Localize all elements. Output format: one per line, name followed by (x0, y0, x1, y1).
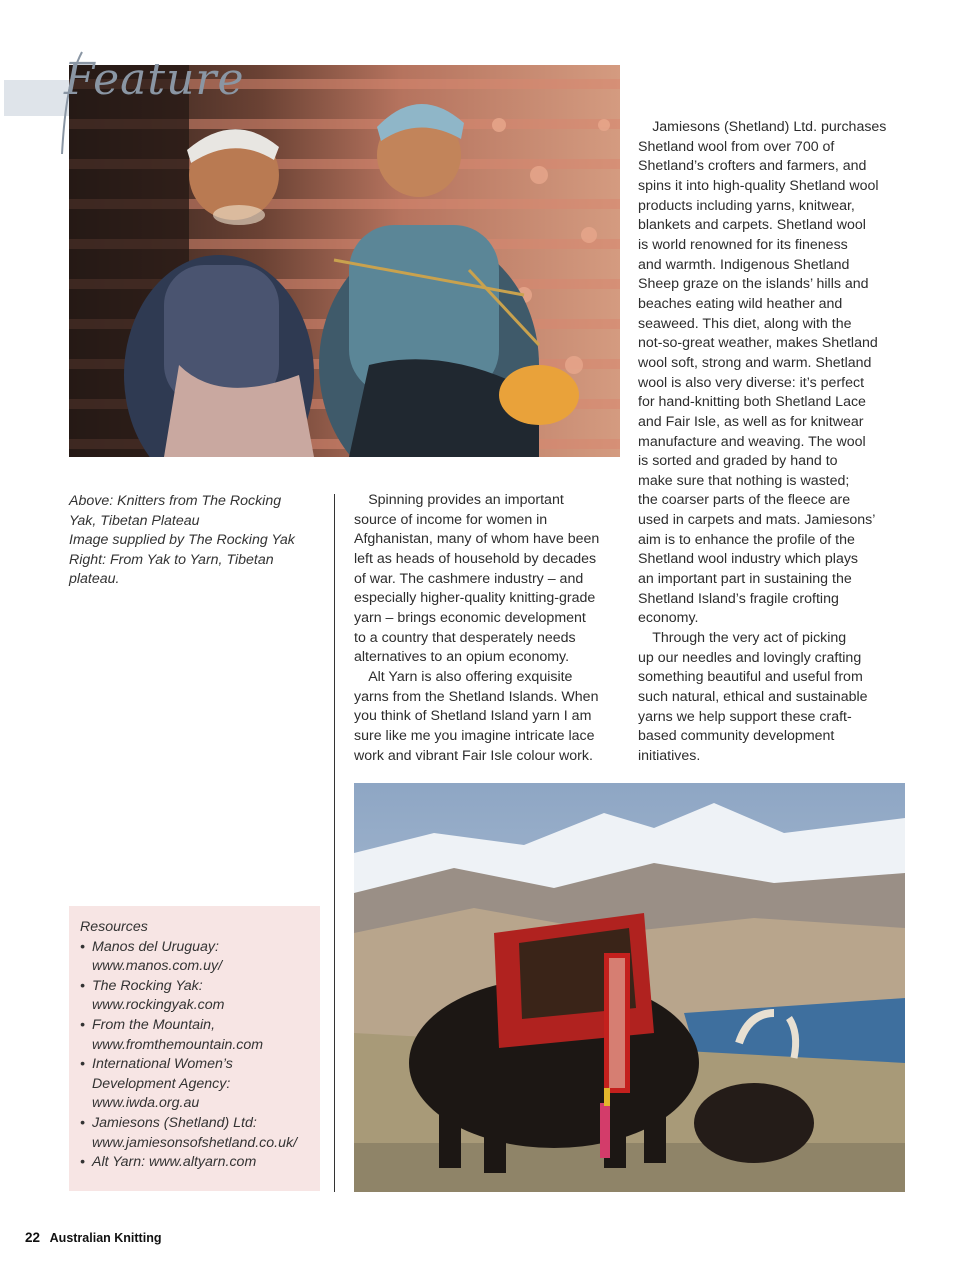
text-line: Shetland wool industry which plays (638, 551, 859, 568)
text-line: seaweed. This diet, along with the (638, 315, 852, 332)
resource-item: • Jamiesons (Shetland) Ltd: (80, 1114, 257, 1131)
resource-name: Manos del Uruguay: (92, 938, 219, 955)
text-line: work and vibrant Fair Isle colour work. (354, 747, 593, 764)
resource-link[interactable]: www.iwda.org.au (92, 1095, 200, 1112)
text-line: Sheep graze on the islands’ hills and (638, 276, 869, 293)
resource-name: The Rocking Yak: (92, 977, 203, 994)
text-line: is sorted and graded by hand to (638, 453, 838, 470)
text-line: to a country that desperately needs (354, 629, 576, 646)
text-line: yarns we help support these craft- (638, 708, 852, 725)
text-line: such natural, ethical and sustainable (638, 689, 868, 706)
text-line: Alt Yarn is also offering exquisite (354, 668, 573, 685)
resource-item: • Manos del Uruguay: (80, 938, 219, 955)
text-line: is world renowned for its fineness (638, 236, 848, 253)
resource-item: • International Women’s (80, 1056, 233, 1073)
text-line: and Fair Isle, as well as for knitwear (638, 413, 864, 430)
text-line: yarn – brings economic development (354, 609, 586, 626)
text-line: Shetland’s crofters and farmers, and (638, 158, 867, 175)
text-line: especially higher-quality knitting-grade (354, 590, 596, 607)
resource-link[interactable]: www.fromthemountain.com (92, 1036, 264, 1053)
resource-link[interactable]: www.jamiesonsofshetland.co.uk/ (92, 1134, 298, 1151)
resource-link[interactable]: www.manos.com.uy/ (92, 958, 223, 975)
text-line: products including yarns, knitwear, (638, 197, 855, 214)
yak-photo (354, 783, 905, 1192)
text-line: blankets and carpets. Shetland wool (638, 217, 866, 234)
text-line: based community development (638, 728, 835, 745)
text-line: source of income for women in (354, 511, 548, 528)
text-line: wool is also very diverse: it’s perfect (638, 374, 865, 391)
resource-item: • From the Mountain, (80, 1016, 216, 1033)
text-line: beaches eating wild heather and (638, 295, 843, 312)
text-line: something beautiful and useful from (638, 669, 863, 686)
text-line: Through the very act of picking (638, 630, 847, 647)
resource-name: Alt Yarn: www.altyarn.com (92, 1154, 257, 1171)
text-line: wool soft, strong and warm. Shetland (638, 354, 872, 371)
resource-link[interactable]: www.rockingyak.com (92, 997, 225, 1014)
page-number: 22 (25, 1230, 41, 1245)
caption-line: Right: From Yak to Yarn, Tibetan (69, 551, 274, 568)
text-line: the coarser parts of the fleece are (638, 492, 851, 509)
text-line: alternatives to an opium economy. (354, 649, 570, 666)
text-line: economy. (638, 610, 699, 627)
text-line: up our needles and lovingly crafting (638, 649, 862, 666)
photo-caption (69, 492, 319, 590)
article-column-right (638, 118, 908, 767)
text-line: make sure that nothing is wasted; (638, 472, 850, 489)
text-line: Afghanistan, many of whom have been (354, 531, 600, 548)
text-line: an important part in sustaining the (638, 571, 852, 588)
text-line: spins it into high-quality Shetland wool (638, 177, 879, 194)
resources-box (69, 906, 320, 1191)
text-line: and warmth. Indigenous Shetland (638, 256, 850, 273)
text-line: yarns from the Shetland Islands. When (354, 688, 599, 705)
text-line: manufacture and weaving. The wool (638, 433, 866, 450)
knitters-photo (69, 65, 620, 457)
text-line: Jamiesons (Shetland) Ltd. purchases (638, 119, 887, 135)
caption-line: Above: Knitters from The Rocking (69, 493, 282, 509)
text-line: used in carpets and mats. Jamiesons’ (638, 512, 876, 529)
publication-name: Australian Knitting (49, 1231, 162, 1245)
text-line: left as heads of household by decades (354, 550, 597, 567)
resource-name: Jamiesons (Shetland) Ltd: (92, 1114, 257, 1131)
resource-name-cont: Development Agency: (92, 1075, 231, 1092)
text-line: Shetland Island’s fragile crofting (638, 590, 839, 607)
text-line: Spinning provides an important (354, 492, 564, 508)
resource-item: • The Rocking Yak: (80, 977, 203, 994)
page-footer (25, 1230, 161, 1245)
text-line: Shetland wool from over 700 of (638, 138, 835, 155)
section-label: Feature (64, 54, 245, 105)
text-line: you think of Shetland Island yarn I am (354, 708, 592, 725)
article-column-middle (354, 491, 622, 766)
text-line: not-so-great weather, makes Shetland (638, 335, 878, 352)
text-line: aim is to enhance the profile of the (638, 531, 855, 548)
text-line: for hand-knitting both Shetland Lace (638, 394, 866, 411)
resource-name: International Women’s (92, 1056, 233, 1073)
resource-item[interactable]: • Alt Yarn: www.altyarn.com (80, 1154, 257, 1171)
column-divider (334, 494, 335, 1192)
caption-line: plateau. (69, 571, 120, 588)
text-line: of war. The cashmere industry – and (354, 570, 584, 587)
caption-line: Image supplied by The Rocking Yak (69, 532, 295, 549)
resources-title: Resources (80, 919, 148, 935)
text-line: initiatives. (638, 748, 701, 764)
resource-name: From the Mountain, (92, 1016, 216, 1033)
text-line: sure like me you imagine intricate lace (354, 727, 595, 744)
caption-line: Yak, Tibetan Plateau (69, 512, 200, 529)
